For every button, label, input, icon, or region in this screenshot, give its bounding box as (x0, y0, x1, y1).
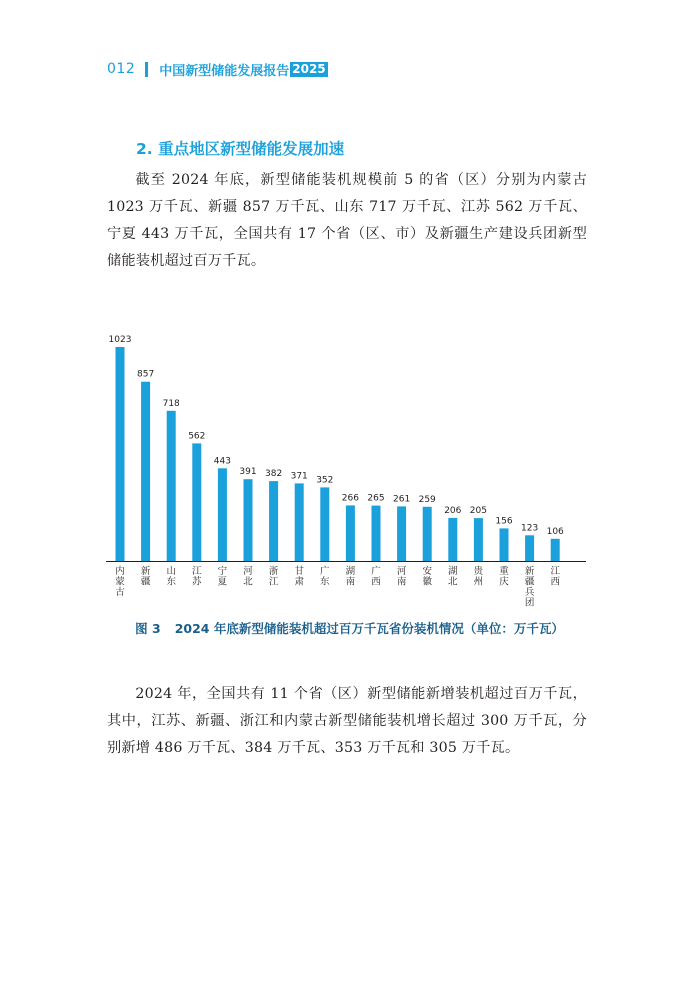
figure-caption (0, 619, 699, 637)
paragraph-1: 截至 2024 年底，新型储能装机规模前 5 的省（区）分别为内蒙古 1023 万千瓦、新疆 857 万千瓦、山东 717 万千瓦、江苏 562 万千瓦、宁夏 443 万千瓦，全国共有 17 个省（区、市）及新疆生产建设兵团新型储能装机超过百万千瓦。 (107, 172, 587, 269)
bar-8 (320, 487, 329, 561)
bar-15 (500, 528, 509, 561)
data-label-2: 718 (162, 398, 180, 409)
data-label-0: 1023 (108, 335, 132, 345)
data-label-5: 391 (239, 467, 257, 478)
bar-9 (346, 505, 355, 561)
data-label-12: 259 (418, 494, 436, 505)
category-label-9: 湖南 (345, 566, 356, 588)
bar-1 (141, 382, 150, 561)
data-label-16: 123 (521, 523, 539, 534)
data-label-7: 371 (290, 471, 308, 482)
category-label-15: 重庆 (499, 566, 509, 588)
category-label-7: 甘肃 (294, 566, 304, 588)
category-label-2: 山东 (166, 566, 176, 588)
bar-2 (167, 411, 176, 561)
bar-11 (397, 506, 406, 561)
data-label-10: 265 (367, 493, 385, 504)
page-header (107, 58, 328, 80)
bar-13 (448, 518, 457, 561)
data-label-11: 261 (393, 494, 411, 505)
bar-10 (372, 506, 381, 561)
category-label-12: 安徽 (422, 566, 432, 588)
section-heading: 2. 重点地区新型储能发展加速 (136, 140, 345, 158)
bar-17 (551, 539, 560, 561)
category-label-14: 贵州 (473, 566, 484, 588)
bar-14 (474, 518, 483, 561)
bar-6 (269, 481, 278, 561)
paragraph-2: 2024 年，全国共有 11 个省（区）新型储能新增装机超过百万千瓦，其中，江苏、新疆、浙江和内蒙古新型储能装机增长超过 300 万千瓦，分别新增 486 万千瓦、384 万千瓦、353 万千瓦和 305 万千瓦。 (107, 686, 587, 756)
header-divider (145, 62, 148, 77)
category-label-11: 河南 (396, 566, 407, 588)
figure-caption-text: 2024 年底新型储能装机超过百万千瓦省份装机情况（单位：万千瓦） (174, 621, 564, 636)
data-label-8: 352 (316, 475, 334, 486)
figure-number: 图 3 (135, 621, 161, 636)
bar-7 (295, 483, 304, 561)
data-label-4: 443 (213, 456, 231, 467)
data-label-9: 266 (341, 493, 359, 504)
category-label-0: 内蒙古 (115, 566, 125, 598)
bar-5 (244, 479, 253, 561)
category-label-13: 湖北 (448, 566, 458, 588)
bar-3 (192, 443, 201, 561)
data-label-17: 106 (546, 526, 564, 537)
category-label-6: 浙江 (268, 566, 279, 588)
data-label-6: 382 (265, 469, 283, 480)
data-label-14: 205 (469, 506, 487, 517)
category-label-8: 广东 (320, 566, 330, 588)
category-label-3: 江苏 (192, 566, 202, 588)
data-label-13: 206 (444, 505, 462, 516)
bar-16 (525, 535, 534, 561)
data-label-3: 562 (188, 431, 206, 442)
report-year: 2025 (292, 61, 326, 76)
category-label-16: 新疆兵团 (524, 566, 535, 609)
category-label-17: 江西 (550, 566, 560, 588)
report-title: 中国新型储能发展报告 (159, 63, 290, 79)
page-number: 012 (107, 61, 136, 77)
category-label-5: 河北 (243, 566, 253, 588)
data-label-15: 156 (495, 516, 513, 527)
category-label-4: 宁夏 (217, 566, 228, 588)
bar-4 (218, 468, 227, 561)
bar-12 (423, 507, 432, 561)
category-label-10: 广西 (371, 566, 381, 588)
data-label-1: 857 (137, 369, 155, 380)
bar-0 (116, 347, 125, 561)
category-label-1: 新疆 (140, 566, 151, 588)
